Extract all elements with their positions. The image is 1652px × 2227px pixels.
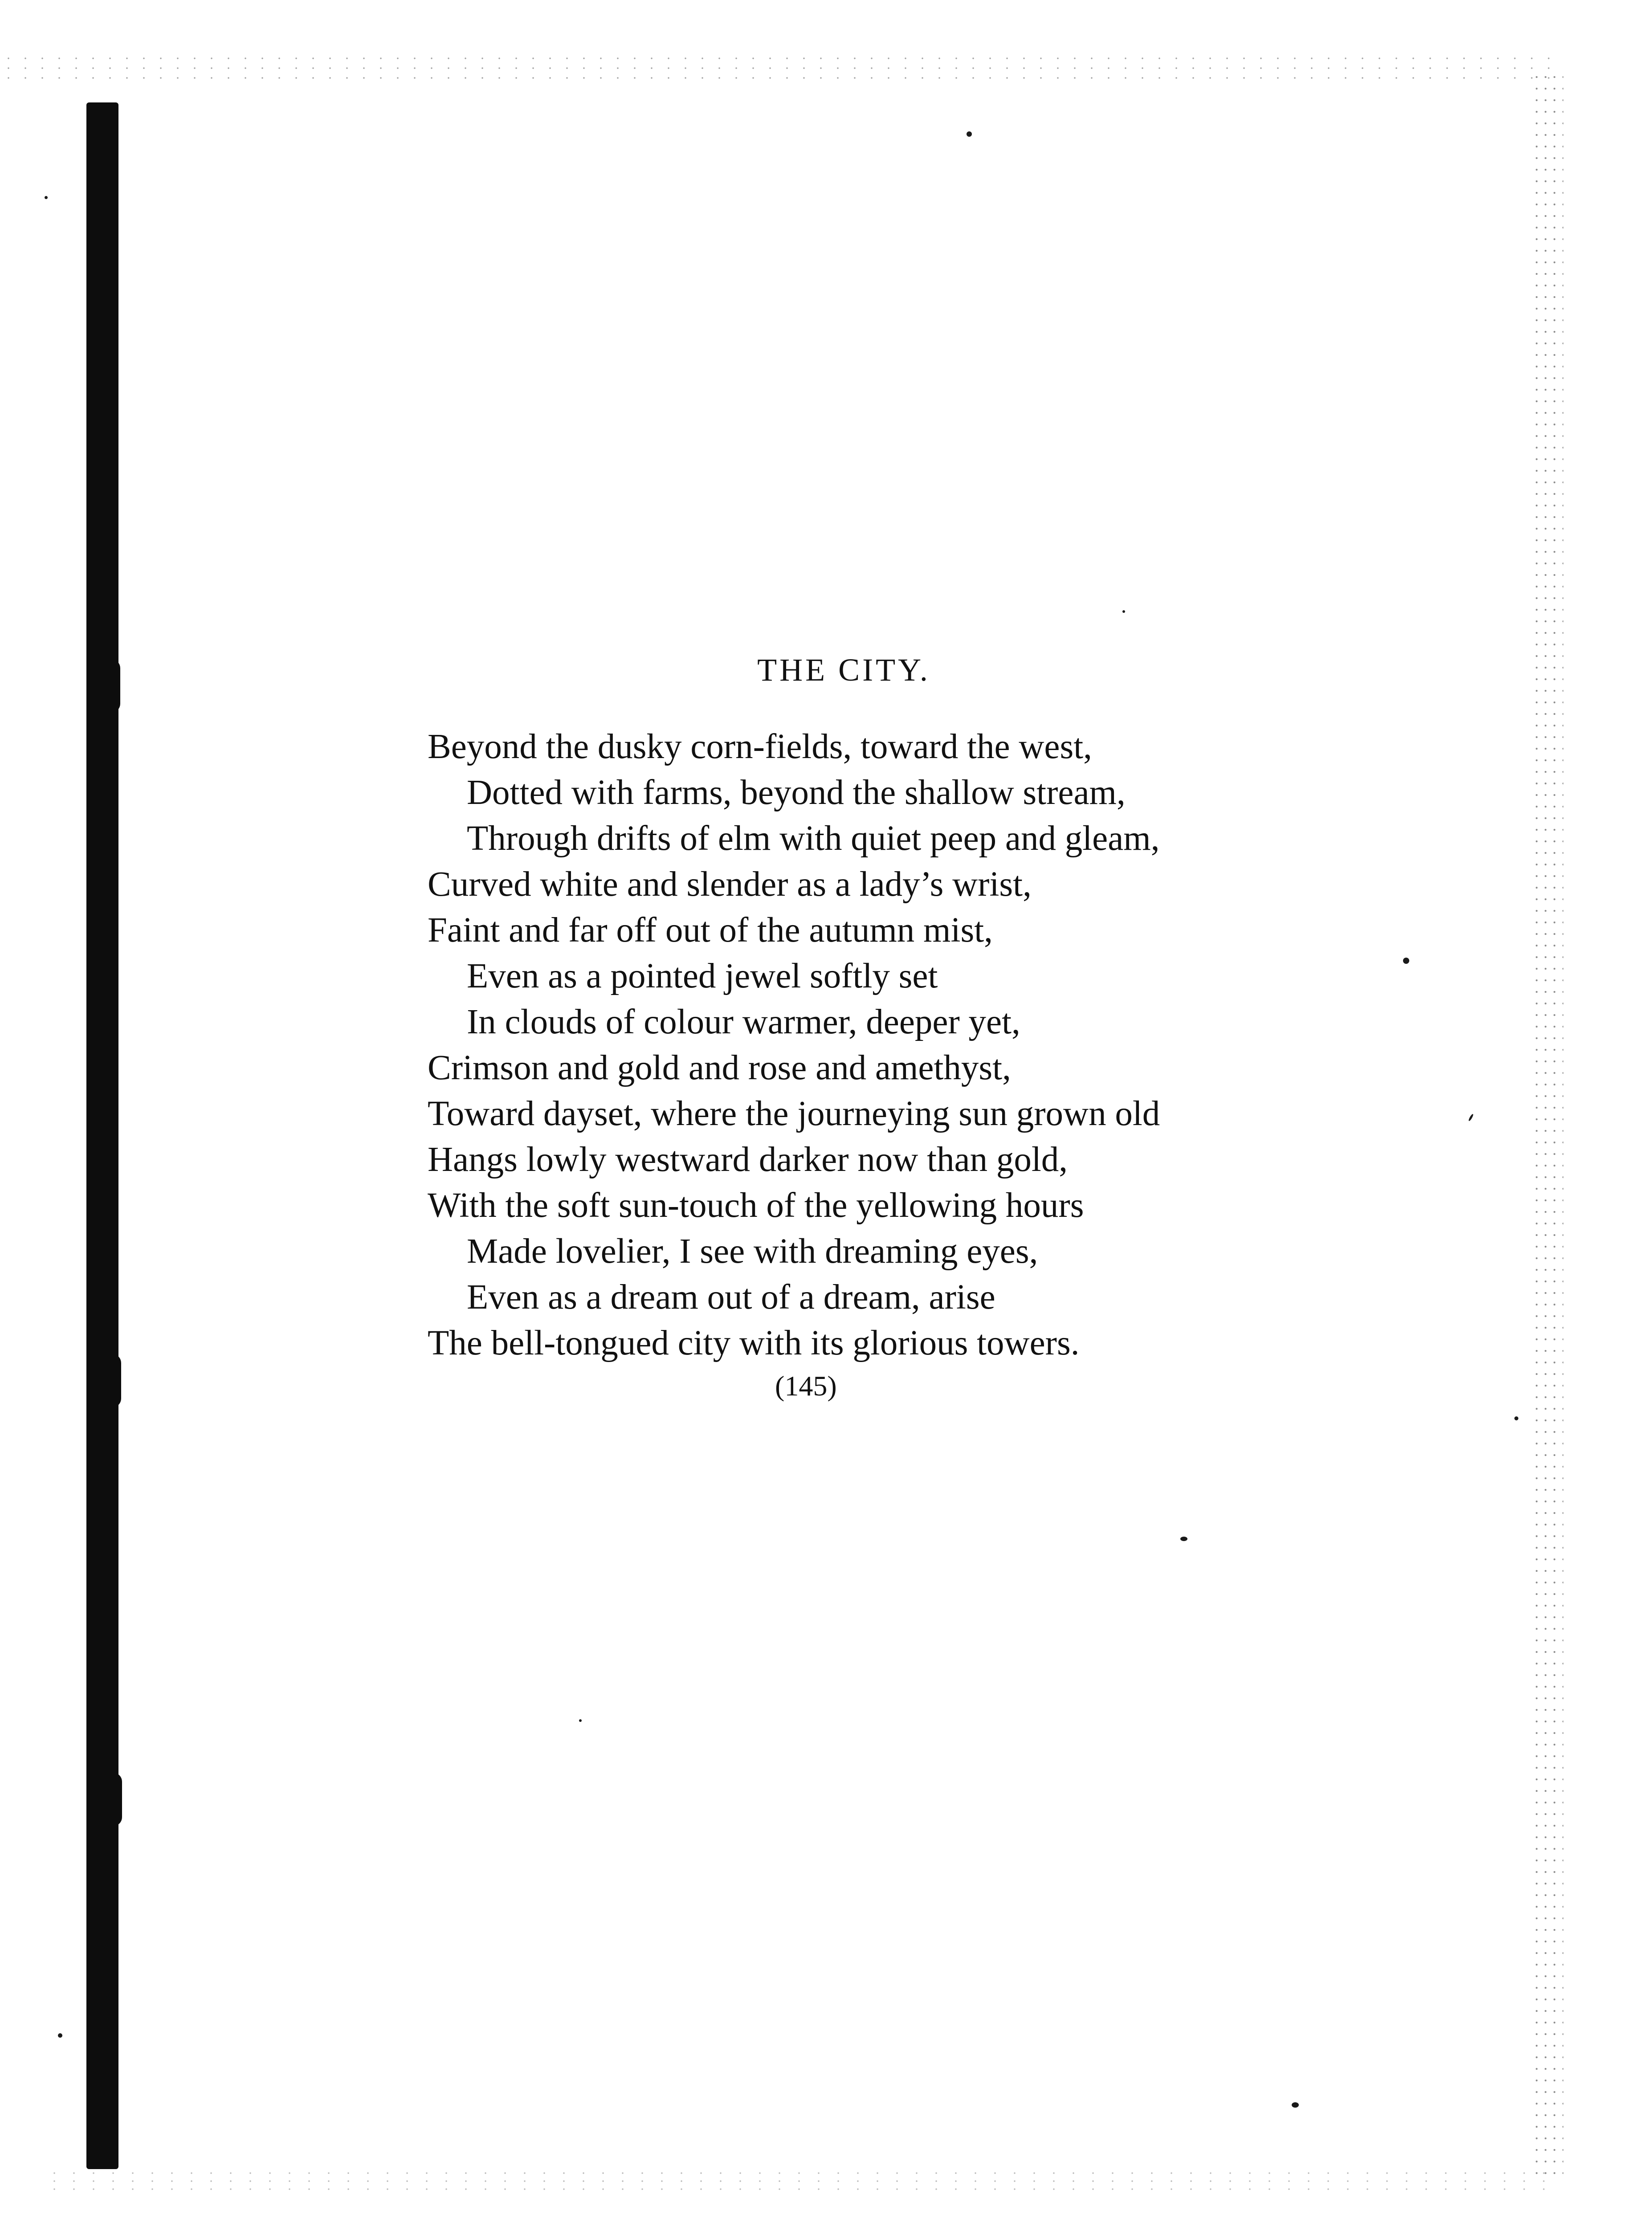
poem-line: Beyond the dusky corn-fields, toward the west, [428,727,1092,766]
poem-line: In clouds of colour warmer, deeper yet, [467,1003,1020,1041]
poem-line: Through drifts of elm with quiet peep and gleam, [467,819,1160,858]
poem-line: The bell-tongued city with its glorious towers. [428,1324,1080,1362]
poem-line: Crimson and gold and rose and amethyst, [428,1048,1011,1087]
binding-bar [86,102,118,2169]
poem-line: Even as a dream out of a dream, arise [467,1278,995,1317]
poem-line: Toward dayset, where the journeying sun grown old [428,1094,1160,1133]
poem-line: Curved white and slender as a lady’s wrist, [428,865,1032,904]
poem-line: Dotted with farms, beyond the shallow stream, [467,773,1126,812]
poem-line: Faint and far off out of the autumn mist, [428,911,993,950]
scan-speck [1122,610,1125,613]
scan-edge-top [0,53,1550,80]
binding-notch [103,1354,121,1407]
poem-title: THE CITY. [757,652,930,688]
poem-body [428,724,1407,1366]
scan-edge-bottom [45,2169,1559,2191]
scan-speck [45,196,48,199]
poem-line: Even as a pointed jewel softly set [467,957,938,995]
page-number: (145) [775,1370,837,1402]
scan-speck [1292,2102,1299,2108]
scan-speck [1468,1114,1474,1122]
scan-speck [967,131,972,137]
poem-line: Made lovelier, I see with dreaming eyes, [467,1232,1038,1271]
scan-speck [1514,1416,1518,1420]
poem-line: With the soft sun-touch of the yellowing hours [428,1186,1084,1225]
scan-edge-right [1532,71,1563,2182]
binding-notch [104,1773,122,1826]
scan-speck [1180,1537,1187,1541]
scan-speck [579,1719,582,1722]
poem-line: Hangs lowly westward darker now than gold, [428,1140,1068,1179]
scan-speck [58,2033,62,2038]
